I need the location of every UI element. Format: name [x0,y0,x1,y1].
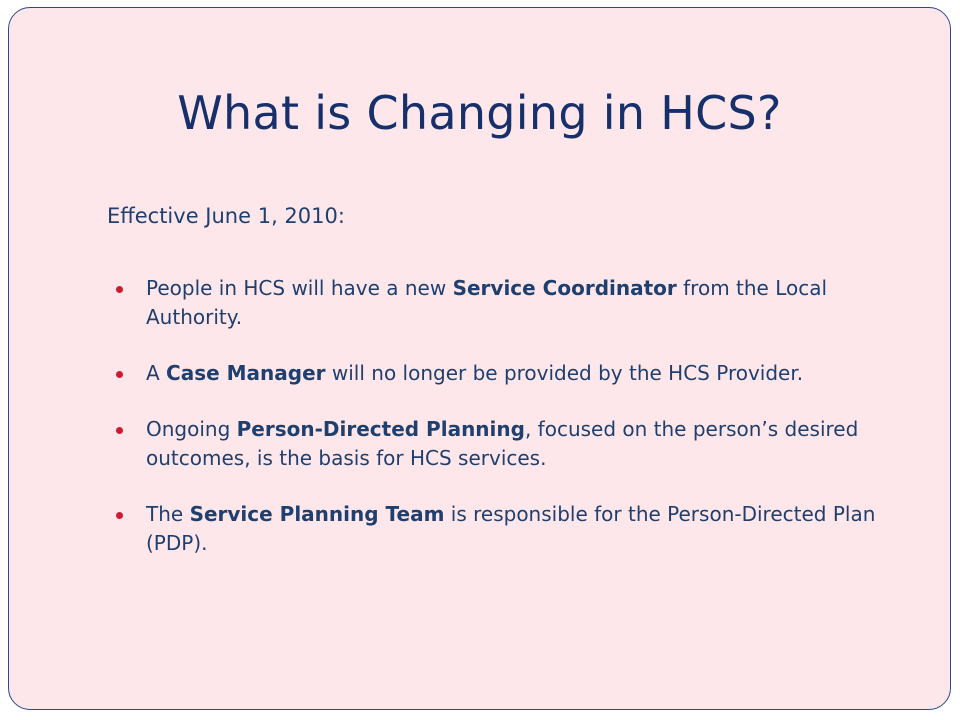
bullet-item [115,500,895,558]
slide-title: What is Changing in HCS? [177,86,782,140]
bullet-segment: People in HCS will have a new [146,276,453,300]
bullet-item [115,359,895,388]
bullet-item [115,415,895,473]
bullet-keyword: Case Manager [166,361,326,385]
bullet-text [146,417,858,470]
bullet-keyword: Service Coordinator [452,276,677,300]
bullet-dot-icon [116,427,123,434]
bullet-segment: A [146,361,167,385]
bullet-dot-icon [116,286,123,293]
bullet-text [146,276,827,329]
bullet-segment: is responsible for the Person-Directed Plan (PDP). [146,502,876,555]
effective-date-heading: Effective June 1, 2010: [107,204,345,228]
bullet-segment: will no longer be provided by the HCS Provider. [325,361,804,385]
bullet-segment: , focused on the person’s desired outcomes, is the basis for HCS services. [146,417,859,470]
bullet-item [115,274,895,332]
bullet-segment: The [146,502,190,526]
bullet-dot-icon [116,512,123,519]
bullet-text [146,502,875,555]
slide-frame [8,7,951,710]
bullet-segment: Ongoing [146,417,237,441]
bullet-keyword: Service Planning Team [189,502,445,526]
bullet-list [115,274,895,585]
bullet-text [146,361,803,385]
bullet-dot-icon [116,371,123,378]
bullet-segment: from the Local Authority. [146,276,828,329]
bullet-keyword: Person-Directed Planning [236,417,525,441]
